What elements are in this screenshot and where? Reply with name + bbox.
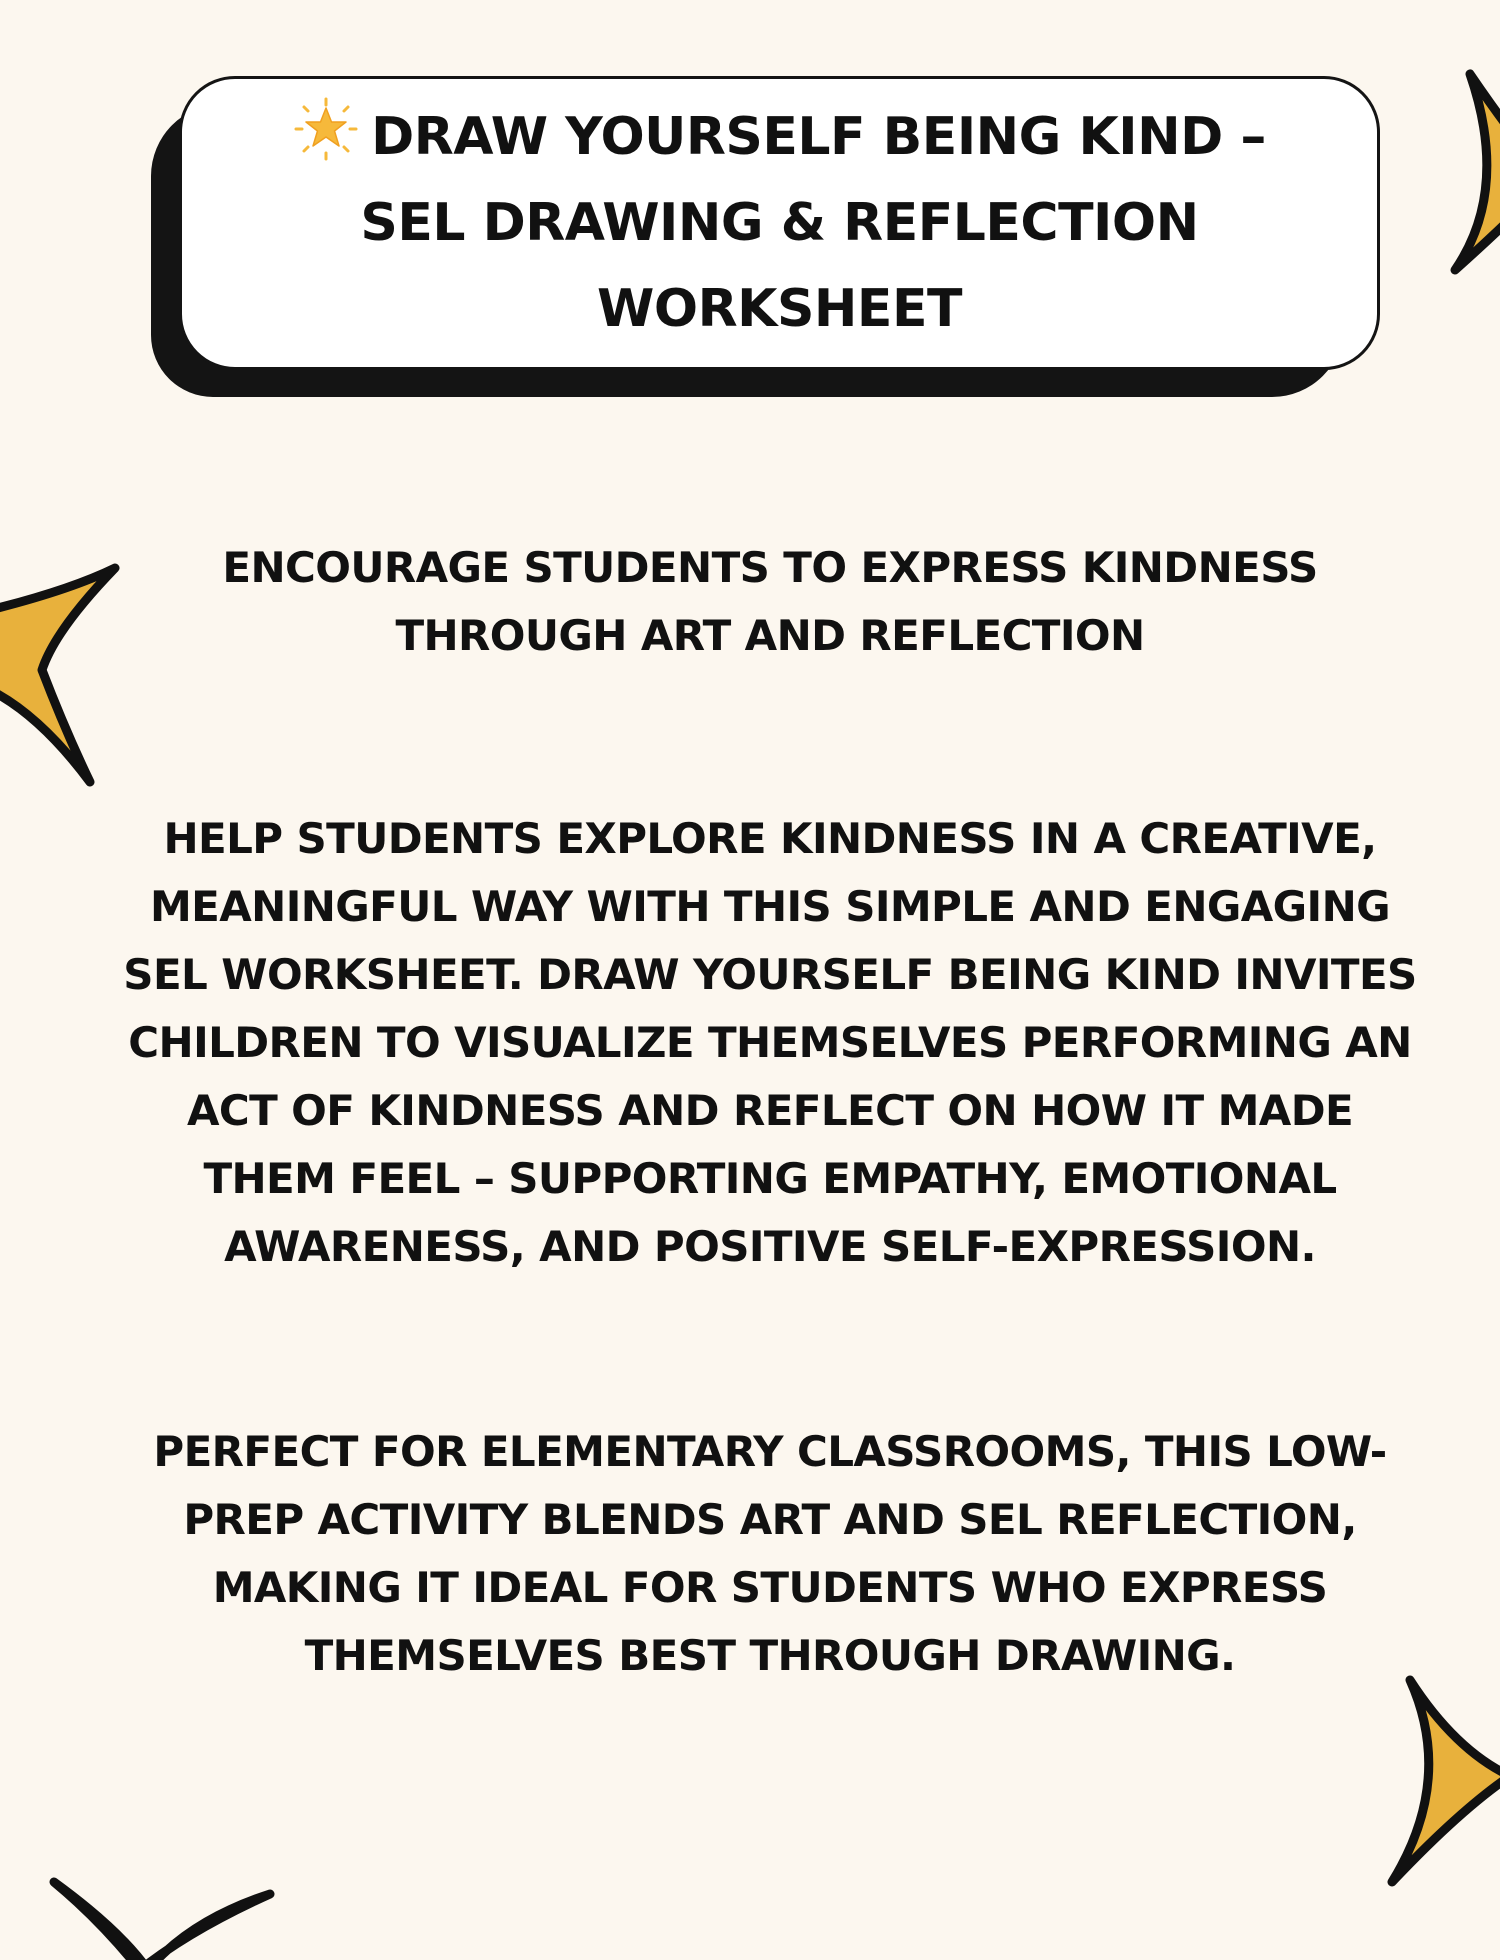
description-line-1: HELP STUDENTS EXPLORE KINDNESS IN A CREATIVE, [163, 814, 1377, 863]
closing-paragraph [70, 1418, 1470, 1690]
star-icon-top-right [1440, 40, 1500, 300]
subtitle [70, 534, 1470, 670]
title-line-1: DRAW YOURSELF BEING KIND – [371, 107, 1266, 167]
description-line-5: ACT OF KINDNESS AND REFLECT ON HOW IT MADE [186, 1086, 1354, 1135]
star-icon-bottom-left [40, 1860, 280, 1960]
description-line-2: MEANINGFUL WAY WITH THIS SIMPLE AND ENGAGING [149, 882, 1391, 931]
subtitle-line-1: ENCOURAGE STUDENTS TO EXPRESS KINDNESS [222, 543, 1318, 592]
page-title [250, 94, 1310, 352]
closing-line-1: PERFECT FOR ELEMENTARY CLASSROOMS, THIS LOW- [153, 1427, 1387, 1476]
description-line-7: AWARENESS, AND POSITIVE SELF-EXPRESSION. [224, 1222, 1316, 1271]
closing-line-2: PREP ACTIVITY BLENDS ART AND SEL REFLECTION, [183, 1495, 1357, 1544]
glowing-star-icon [293, 96, 359, 162]
closing-line-4: THEMSELVES BEST THROUGH DRAWING. [304, 1631, 1236, 1680]
description-line-6: THEM FEEL – SUPPORTING EMPATHY, EMOTIONAL [203, 1154, 1337, 1203]
star-icon-bottom-right [1380, 1660, 1500, 1900]
subtitle-line-2: THROUGH ART AND REFLECTION [395, 611, 1145, 660]
description-paragraph [70, 805, 1470, 1281]
title-line-3: WORKSHEET [597, 279, 962, 339]
description-line-4: CHILDREN TO VISUALIZE THEMSELVES PERFORMING AN [128, 1018, 1412, 1067]
closing-line-3: MAKING IT IDEAL FOR STUDENTS WHO EXPRESS [212, 1563, 1328, 1612]
description-line-3: SEL WORKSHEET. DRAW YOURSELF BEING KIND INVITES [123, 950, 1417, 999]
title-line-2: SEL DRAWING & REFLECTION [360, 193, 1199, 253]
title-card [179, 76, 1380, 370]
